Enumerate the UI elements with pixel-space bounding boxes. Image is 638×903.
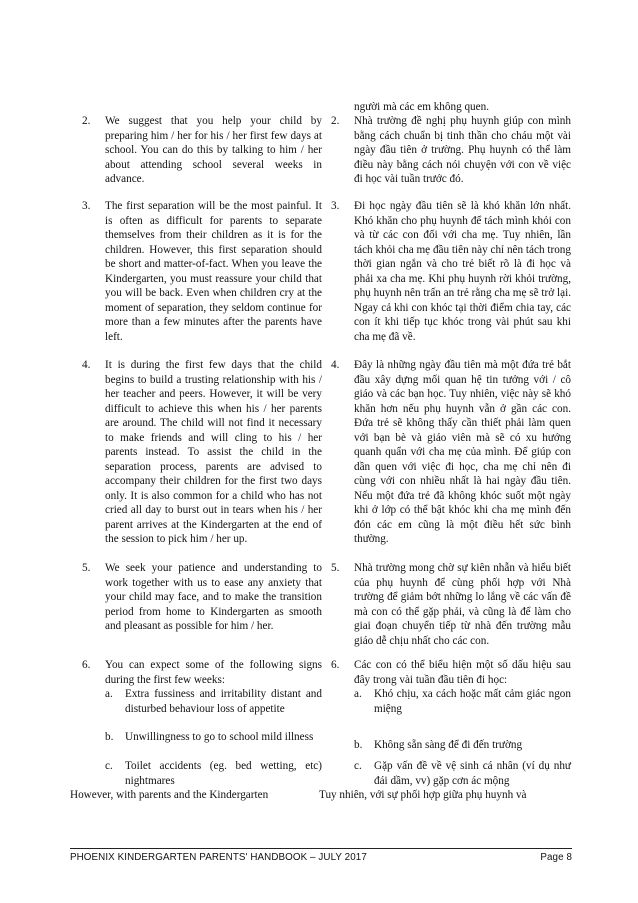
vi-continuation: Tuy nhiên, với sự phối hợp giữa phụ huynh và xyxy=(319,789,527,801)
page-footer xyxy=(70,852,572,866)
vi-item-6-text: Các con có thể biểu hiện một số dấu hiệu sau đây trong vài tuần đầu tiên đi học: xyxy=(354,659,571,686)
vi-item-5-text: Nhà trường mong chờ sự kiên nhẫn và hiểu biết của phụ huynh để cùng phối hợp với Nhà trường để giảm bớt những lo lắng về các vấn đề mà con có thể gặp phải, và cũng là để làm cho giai đoạn chuyển tiếp từ nhà đến trường mẫu giáo dễ chịu nhất cho các con. xyxy=(354,562,571,647)
vi-item-4-text: Đây là những ngày đầu tiên mà một đứa trẻ bắt đầu xây dựng mối quan hệ tin tưởng với / cô giáo và các bạn học. Tuy nhiên, việc này sẽ khó khăn hơn nếu phụ huynh vẫn ở gần các con. Đứa trẻ sẽ không thấy cần thiết phải làm quen với bạn bè và giáo viên mà sẽ có xu hướng quanh quẩn với cha mẹ của mình. Để giúp con dần quen với việc đi học, cha mẹ chỉ nên đi cùng với con nhiều nhất là hai ngày đầu tiên. Nếu một đứa trẻ đã không khóc suốt một ngày khi ở lớp có thể bật khóc khi cha mẹ mình đến đón các em cũng là một điều hết sức bình thường. xyxy=(354,359,571,545)
en-item-3-text: The first separation will be the most painful. It is often as difficult for parents to separate themselves from their children as it is for the children. However, this first separation should be short and matter-of-fact. When you leave the Kindergarten, you must reassure your child that you will be back. Even when children cry at the moment of separation, they seldom continue for more than a few minutes after the parents have left. xyxy=(105,200,322,343)
en-item-2-text: We suggest that you help your child by preparing him / her for his / her first few days at school. You can do this by talking to him / her about attending school several weeks in advance. xyxy=(105,115,322,185)
en-item-6-text: You can expect some of the following signs during the first few weeks: xyxy=(105,659,322,686)
vi-lead-line: người mà các em không quen. xyxy=(354,101,490,113)
page-number: Page 8 xyxy=(540,852,572,863)
en-continuation: However, with parents and the Kindergarten xyxy=(70,789,269,801)
vi-item-3-text: Đi học ngày đầu tiên sẽ là khó khăn lớn nhất. Khó khăn cho phụ huynh để tách mình khỏi con và từ các con đối với cha mẹ. Tuy nhiên, lần tách khỏi cha mẹ đầu tiên này chỉ nên tách trong thời gian ngắn và cho trẻ biết rõ là đi học và phải xa cha mẹ. Khi phụ huynh rời khỏi trường, phụ huynh nên trấn an trẻ rằng cha mẹ sẽ trở lại. Ngay cả khi con khóc tại thời điểm chia tay, các con ít khi tiếp tục khóc trong vài phút sau khi cha mẹ đã về. xyxy=(354,200,571,343)
vi-item-2-text: Nhà trường đề nghị phụ huynh giúp con mình bằng cách chuẩn bị tinh thần cho cháu một vài ngày đầu tiên ở trường. Phụ huynh có thể làm điều này bằng cách nói chuyện với con về việc đi học vài tuần trước đó. xyxy=(354,115,571,185)
en-item-4-text: It is during the first few days that the child begins to build a trusting relationship with his / her teacher and peers. However, it will be very difficult to achieve this when his / her parents are around. The child will not find it necessary to make friends and will cling to his / her parents instead. To assist the child in the separation process, parents are advised to accompany their children for the first two days only. It is also common for a child who has not cried all day to burst out in tears when his / her parent arrives at the Kindergarten at the end of the session to pick him / her up. xyxy=(105,359,322,545)
footer-rule xyxy=(70,848,572,849)
footer-title: PHOENIX KINDERGARTEN PARENTS' HANDBOOK – JULY 2017 xyxy=(70,852,367,863)
en-item-5-text: We seek your patience and understanding to work together with us to ease any anxiety that your child may face, and to make the transition period from home to Kindergarten as smooth and pleasant as possible for him / her. xyxy=(105,562,322,632)
